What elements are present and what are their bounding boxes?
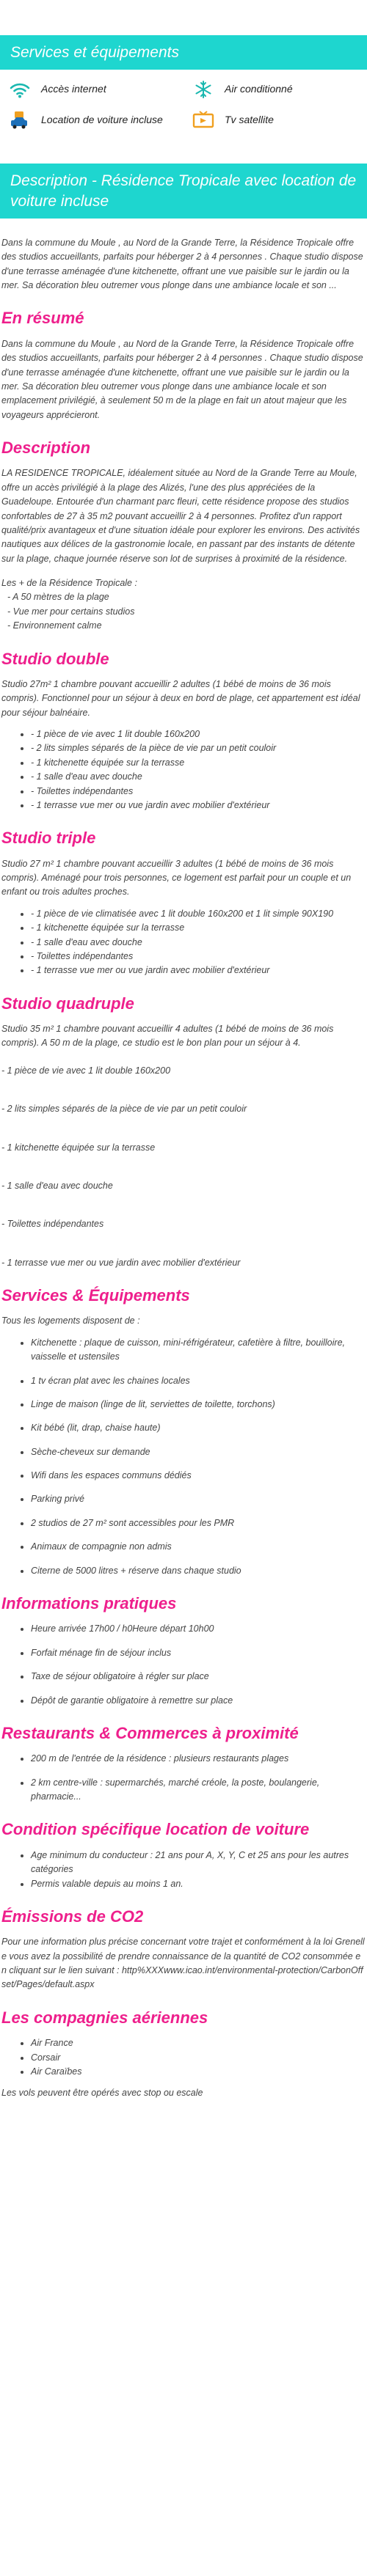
service-label: Air conditionné bbox=[225, 83, 293, 95]
restaurants-heading: Restaurants & Commerces à proximité bbox=[1, 1723, 299, 1742]
quadruple-line: - Toilettes indépendantes bbox=[1, 1219, 104, 1230]
list-item: • Age minimum du conducteur : 21 ans pour A, X, Y, C et 25 ans pour les autres catégories bbox=[31, 1849, 366, 1877]
condition-list bbox=[1, 1849, 366, 1891]
service-label: Tv satellite bbox=[225, 114, 274, 126]
list-item: • - 1 salle d'eau avec douche bbox=[31, 936, 366, 950]
list-item: • - Toilettes indépendantes bbox=[31, 950, 366, 964]
triple-heading: Studio triple bbox=[1, 829, 96, 848]
condition-heading: Condition spécifique location de voiture bbox=[1, 1820, 310, 1839]
list-item: • 1 tv écran plat avec les chaines locales bbox=[31, 1374, 366, 1388]
car-rental-icon bbox=[9, 111, 31, 130]
list-item: • - 1 kitchenette équipée sur la terrasse bbox=[31, 921, 366, 935]
list-item: • - 2 lits simples séparés de la pièce de vie par un petit couloir bbox=[31, 741, 366, 755]
compagnies-list bbox=[1, 2036, 366, 2079]
resume-heading: En résumé bbox=[1, 309, 84, 328]
list-item: • Kit bébé (lit, drap, chaise haute) bbox=[31, 1421, 366, 1435]
list-item: • - Toilettes indépendantes bbox=[31, 785, 366, 799]
list-item: • Dépôt de garantie obligatoire à remettre sur place bbox=[31, 1694, 366, 1708]
list-item: • - 1 salle d'eau avec douche bbox=[31, 770, 366, 784]
list-item: • 200 m de l'entrée de la résidence : plusieurs restaurants plages bbox=[31, 1752, 366, 1766]
list-item: • Forfait ménage fin de séjour inclus bbox=[31, 1646, 366, 1660]
quadruple-heading: Studio quadruple bbox=[1, 994, 134, 1013]
double-text: Studio 27m² 1 chambre pouvant accueillir 2 adultes (1 bébé de moins de 36 mois compris). Fonctionnel pour un séjour à deux en bord de plage, cet appartement est idéal pour séjour balnéaire. bbox=[1, 678, 360, 718]
list-item: • Citerne de 5000 litres + réserve dans chaque studio bbox=[31, 1564, 366, 1578]
compagnies-note: Les vols peuvent être opérés avec stop ou escale bbox=[1, 2088, 203, 2099]
compagnies-heading: Les compagnies aériennes bbox=[1, 2008, 208, 2027]
service-label: Accès internet bbox=[41, 83, 106, 95]
equipements-intro: Tous les logements disposent de : bbox=[1, 1315, 140, 1326]
service-item-internet bbox=[9, 80, 192, 99]
services-title: Services et équipements bbox=[10, 44, 179, 61]
list-item: • 2 studios de 27 m² sont accessibles pour les PMR bbox=[31, 1516, 366, 1530]
plus-item: - A 50 mètres de la plage bbox=[7, 592, 109, 603]
list-item: • Permis valable depuis au moins 1 an. bbox=[31, 1877, 366, 1891]
restaurants-list bbox=[1, 1752, 366, 1804]
resume-text: Dans la commune du Moule , au Nord de la Grande Terre, la Résidence Tropicale offre des studios accueillants, parfaits pour héberger 2 à 4 personnes . Chaque studio dispose d'une terrasse aménagée d'une kitchenette, offrant une vue paisible sur le jardin ou la mer. Sa décoration bleu outremer vous plonge dans une ambiance locale et son emplacement privilégié, à seulement 50 m de la plage en fait un atout majeur que les voyageurs apprécieront. bbox=[1, 338, 363, 420]
services-grid bbox=[0, 70, 367, 134]
equipements-list bbox=[1, 1336, 366, 1578]
pratiques-heading: Informations pratiques bbox=[1, 1593, 177, 1612]
double-list bbox=[1, 727, 366, 812]
list-item: • - 1 pièce de vie avec 1 lit double 160x200 bbox=[31, 727, 366, 741]
equipements-heading: Services & Équipements bbox=[1, 1286, 190, 1305]
list-item: • - 1 pièce de vie climatisée avec 1 lit double 160x200 et 1 lit simple 90X190 bbox=[31, 907, 366, 921]
co2-heading: Émissions de CO2 bbox=[1, 1907, 144, 1926]
plus-list bbox=[1, 590, 366, 633]
plus-title: Les + de la Résidence Tropicale : bbox=[1, 578, 137, 589]
double-heading: Studio double bbox=[1, 649, 109, 668]
description-title-bar bbox=[0, 164, 367, 219]
co2-text: Pour une information plus précise concernant votre trajet et conformément à la loi Grenelle vous avez la possibilité de prendre connaissance de la quantité de CO2 consommée en cliquant sur le lien suivant : http%XXXwww.icao.int/environmental-protection/CarbonOffset/Pages/default.aspx bbox=[1, 1937, 365, 1990]
list-item: • Air Caraïbes bbox=[31, 2065, 366, 2079]
list-item: • Animaux de compagnie non admis bbox=[31, 1540, 366, 1554]
wifi-icon bbox=[9, 80, 31, 99]
quadruple-line: - 1 pièce de vie avec 1 lit double 160x200 bbox=[1, 1065, 171, 1076]
list-item: • Sèche-cheveux sur demande bbox=[31, 1445, 366, 1459]
list-item: • - 1 kitchenette équipée sur la terrasse bbox=[31, 756, 366, 770]
intro-text: Dans la commune du Moule , au Nord de la Grande Terre, la Résidence Tropicale offre des studios accueillants, parfaits pour héberger 2 à 4 personnes . Chaque studio dispose d'une terrasse aménagée d'une kitchenette, offrant une vue paisible sur le jardin ou la mer. Sa décoration bleu outremer vous plonge dans une ambiance locale et son ... bbox=[1, 237, 363, 291]
quadruple-line: - 1 terrasse vue mer ou vue jardin avec mobilier d'extérieur bbox=[1, 1257, 241, 1268]
snowflake-icon bbox=[192, 80, 214, 99]
list-item: • Air France bbox=[31, 2036, 366, 2050]
description-heading: Description bbox=[1, 438, 91, 458]
description-bar-title: Description - Résidence Tropicale avec location de voiture incluse bbox=[10, 172, 357, 210]
list-item: • Kitchenette : plaque de cuisson, mini-réfrigérateur, cafetière à filtre, bouilloire, vaisselle et ustensiles bbox=[31, 1336, 366, 1365]
service-item-air-conditioning bbox=[192, 80, 361, 99]
description-text: LA RESIDENCE TROPICALE, idéalement située au Nord de la Grande Terre au Moule, offre un accès privilégié à la plage des Alizés, l'une des plus appréciées de la Guadeloupe. Entourée d'un charmant parc fleuri, cette résidence propose des studios confortables de 27 à 35 m2 pouvant accueillir 2 à 4 personnes. Profitez d'un rapport qualité/prix avantageux et d'une situation idéale pour explorer les environs. Des activités nautiques aux délices de la gastronomie locale, en passant par des instants de détente sur la plage, chaque journée réserve son lot de surprises à proximité de la résidence. bbox=[1, 468, 360, 564]
service-item-tv bbox=[192, 111, 361, 130]
plus-item: - Environnement calme bbox=[7, 620, 102, 631]
quadruple-line: - 2 lits simples séparés de la pièce de vie par un petit couloir bbox=[1, 1104, 247, 1115]
services-title-bar bbox=[0, 35, 367, 70]
list-item: • - 1 terrasse vue mer ou vue jardin avec mobilier d'extérieur bbox=[31, 964, 366, 977]
list-item: • Parking privé bbox=[31, 1492, 366, 1506]
quadruple-text: Studio 35 m² 1 chambre pouvant accueillir 4 adultes (1 bébé de moins de 36 mois compris). A 50 m de la plage, ce studio est le bon plan pour un séjour à 4. bbox=[1, 1024, 334, 1049]
list-item: • - 1 terrasse vue mer ou vue jardin avec mobilier d'extérieur bbox=[31, 799, 366, 812]
triple-text: Studio 27 m² 1 chambre pouvant accueillir 3 adultes (1 bébé de moins de 36 mois compris). Aménagé pour trois personnes, ce logement est parfait pour un couple et un enfant ou trois adultes proches. bbox=[1, 858, 352, 898]
main-content bbox=[0, 236, 367, 2101]
service-label: Location de voiture incluse bbox=[41, 114, 163, 126]
tv-icon bbox=[192, 111, 214, 130]
quadruple-line: - 1 salle d'eau avec douche bbox=[1, 1180, 113, 1191]
list-item: • Taxe de séjour obligatoire à régler sur place bbox=[31, 1670, 366, 1684]
list-item: • Linge de maison (linge de lit, serviettes de toilette, torchons) bbox=[31, 1398, 366, 1412]
list-item: • Corsair bbox=[31, 2051, 366, 2065]
plus-item: - Vue mer pour certains studios bbox=[7, 606, 135, 617]
quadruple-line: - 1 kitchenette équipée sur la terrasse bbox=[1, 1142, 156, 1153]
list-item: • Heure arrivée 17h00 / h0Heure départ 10h00 bbox=[31, 1622, 366, 1636]
service-item-car-rental bbox=[9, 111, 192, 130]
pratiques-list bbox=[1, 1622, 366, 1708]
quadruple-list bbox=[1, 1064, 366, 1270]
list-item: • 2 km centre-ville : supermarchés, marché créole, la poste, boulangerie, pharmacie... bbox=[31, 1776, 366, 1805]
triple-list bbox=[1, 907, 366, 978]
list-item: • Wifi dans les espaces communs dédiés bbox=[31, 1469, 366, 1483]
